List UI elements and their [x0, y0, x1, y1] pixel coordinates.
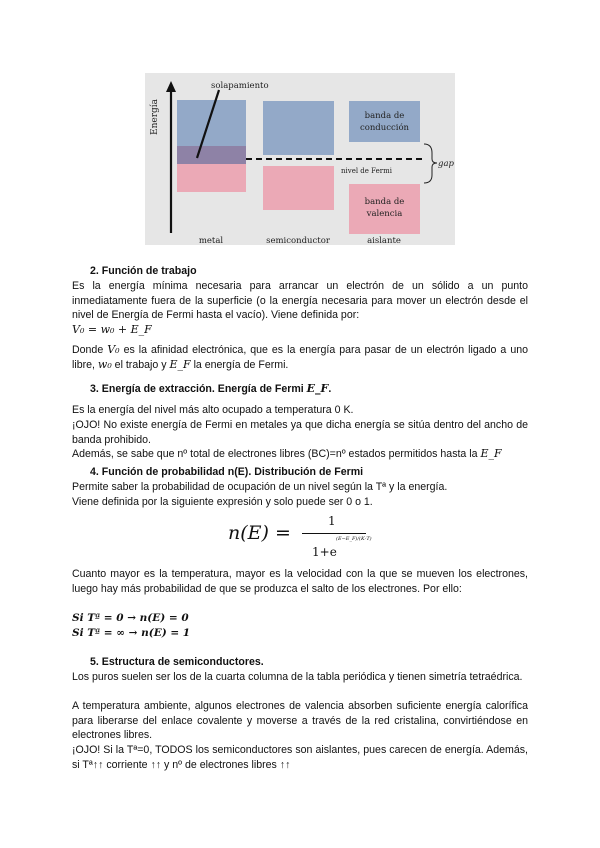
aislante-conduction-band — [349, 101, 420, 142]
metal-valence-band — [177, 164, 246, 192]
metal-conduction-band — [177, 100, 246, 146]
section-3-line-2: ¡OJO! No existe energía de Fermi en metales ya que dicha energía se sitúa dentro del ancho de banda prohibido. — [72, 419, 528, 446]
valence-band-label-2: valencia — [366, 209, 403, 219]
section-3-line-3-text: Además, se sabe que nº total de electrones libres (BC)=nº estados permitidos hasta la — [72, 448, 481, 460]
formula-lhs: n(E) = — [228, 522, 291, 544]
metal-label: metal — [198, 236, 224, 245]
section-5-paragraph-3: ¡OJO! Si la Tª=0, TODOS los semiconductores son aislantes, pues carecen de energía. Además, si Tª↑↑ corriente ↑↑ y nº de electrones libres ↑↑ — [72, 744, 528, 771]
section-2-paragraph: Es la energía mínima necesaria para arrancar un electrón de un sólido a un punto inmediatamente fuera de la superficie (o la energía necesaria para mover un electrón desde el nivel de Energía de Fermi hasta el vacío). Viene definida por: — [72, 280, 528, 321]
condition-zero: Si Tª = 0 → n(E) = 0 — [72, 612, 189, 624]
fermi-level-label: nivel de Fermi — [341, 167, 392, 175]
work-function-equation: V₀ = w₀ + E_F — [72, 323, 152, 336]
ef-symbol: E_F — [169, 357, 191, 371]
section-3-line-3-ef: E_F — [480, 447, 502, 460]
fermi-distribution-formula — [228, 512, 408, 568]
def-text-d: la energía de Fermi. — [190, 358, 289, 371]
def-text-b: es la afinidad electrónica, que es la energía para pasar de un electrón ligado a uno libre, — [72, 344, 528, 371]
section-4-line-2: Viene definida por la siguiente expresión y solo puede ser 0 o 1. — [72, 496, 373, 508]
w0-symbol: w₀ — [97, 357, 112, 371]
v0-symbol: V₀ — [107, 343, 120, 356]
section-3-ef-symbol: E_F — [306, 382, 329, 395]
def-text-c: el trabajo y — [111, 358, 170, 371]
semiconductor-valence-band — [263, 166, 334, 210]
section-5-paragraph-1: Los puros suelen ser los de la cuarta columna de la tabla periódica y tienen simetría tetraédrica. — [72, 671, 523, 683]
aislante-label: aislante — [367, 236, 401, 245]
condition-infinite: Si Tª = ∞ → n(E) = 1 — [72, 627, 191, 639]
section-4-paragraph: Cuanto mayor es la temperatura, mayor es la velocidad con la que se mueven los electrones, luego hay más probabilidad de que se produzca el salto de los electrones. Por ello: — [72, 568, 528, 595]
section-4-heading: 4. Función de probabilidad n(E). Distribución de Fermi — [90, 466, 364, 478]
formula-numerator: 1 — [328, 514, 336, 528]
gap-label: gap — [438, 159, 454, 169]
energy-axis-label: Energía — [150, 99, 160, 135]
section-5-paragraph-2: A temperatura ambiente, algunos electrones de valencia absorben suficiente energía calorífica para liberarse del enlace covalente y moverse a través de la red cristalina, convirtiéndose en electrones libres. — [72, 700, 528, 741]
formula-denominator: 1+e — [312, 545, 337, 559]
section-3-heading-text: 3. Energía de extracción. Energía de Fermi — [90, 383, 307, 395]
section-3-heading — [90, 382, 331, 397]
metal-overlap-region — [177, 146, 246, 164]
conduction-band-label-1: banda de — [364, 111, 405, 121]
section-2-definition — [72, 343, 528, 372]
section-2-heading: 2. Función de trabajo — [90, 265, 197, 277]
section-3-line-1: Es la energía del nivel más alto ocupado a temperatura 0 K. — [72, 404, 354, 416]
section-5-heading: 5. Estructura de semiconductores. — [90, 656, 264, 668]
section-4-line-1: Permite saber la probabilidad de ocupación de un nivel según la Tª y la energía. — [72, 481, 448, 493]
def-text-a: Donde — [72, 344, 108, 356]
energy-band-diagram — [145, 73, 455, 245]
formula-exponent: (E−E_F)/(K·T) — [336, 536, 372, 542]
section-3-heading-end: . — [328, 383, 332, 395]
formula-fraction-bar — [302, 533, 366, 534]
conduction-band-label-2: conducción — [359, 123, 410, 133]
semiconductor-label: semiconductor — [266, 236, 330, 245]
section-3-line-3 — [72, 447, 528, 462]
valence-band-label-1: banda de — [364, 197, 405, 207]
solapamiento-label: solapamiento — [211, 81, 269, 91]
semiconductor-conduction-band — [263, 101, 334, 155]
